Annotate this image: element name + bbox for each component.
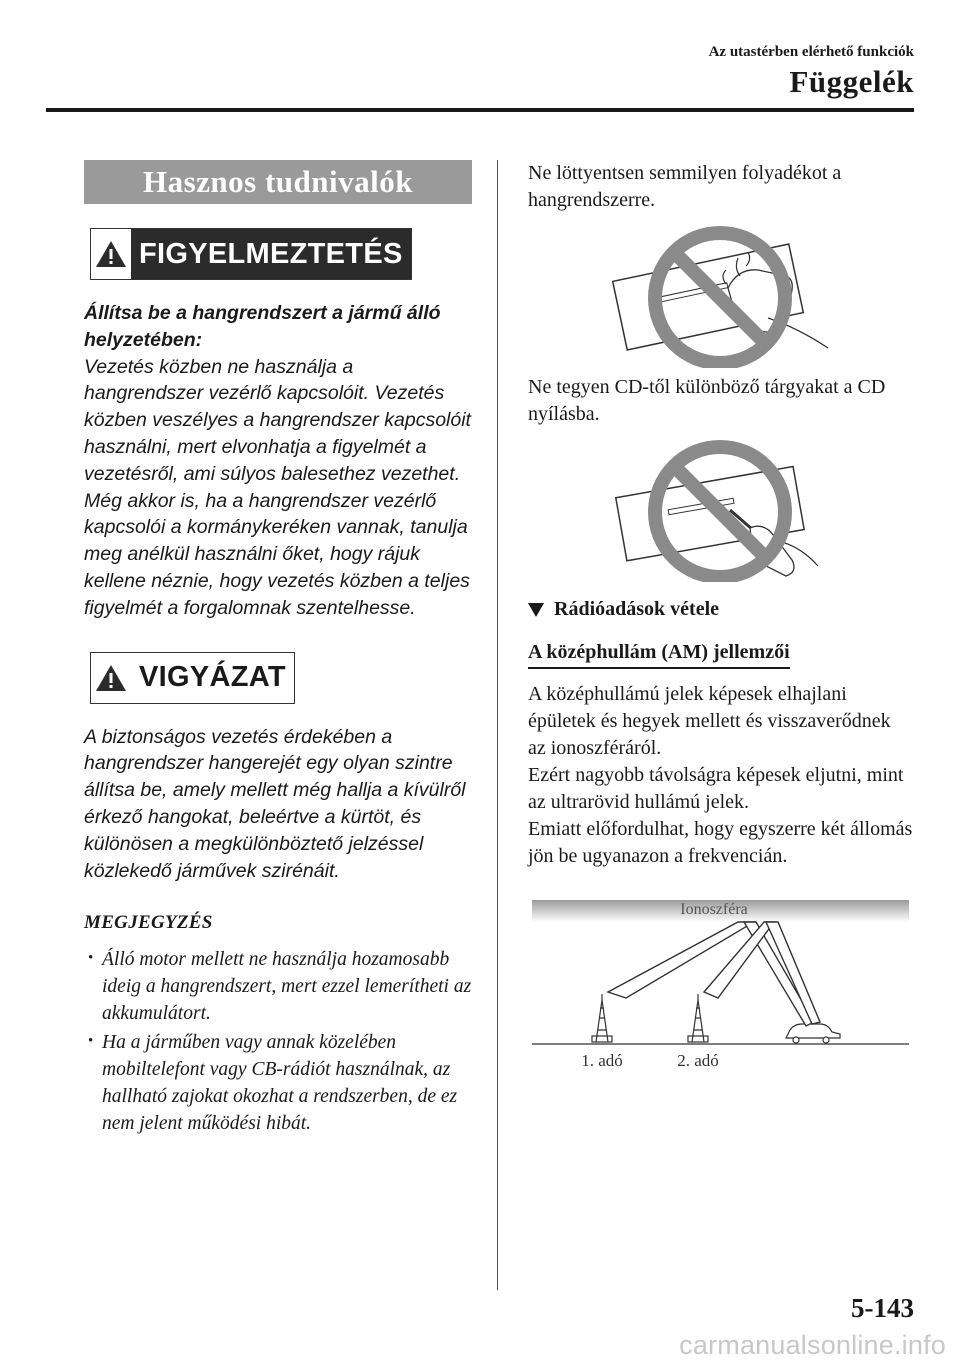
left-column: [84, 160, 472, 1137]
column-divider: [497, 160, 498, 1290]
page-number: 5-143: [851, 1293, 914, 1323]
section-banner: Hasznos tudnivalók: [84, 160, 472, 204]
caution-label: VIGYÁZAT: [131, 653, 294, 703]
warning-triangle-icon: [91, 232, 131, 276]
caution-box: [90, 652, 295, 704]
section-heading-text: Rádióadások vétele: [554, 598, 719, 620]
list-item: • Álló motor mellett ne használja hozamosabb ideig a hangrendszert, mert ezzel lemerítheti az akkumulátort.: [84, 946, 472, 1027]
header-rule: [46, 108, 914, 112]
no-object-cd-illustration: [528, 432, 913, 582]
warning-bold-text: Állítsa be a hangrendszert a jármű álló helyzetében:: [84, 302, 441, 351]
warning-text-2: Még akkor is, ha a hangrendszer vezérlő kapcsolói a kormánykeréken vannak, tanulja meg anélkül használni őket, hogy rájuk kellene néznie, hogy vezetés közben a teljes figyelmét a forgalomnak szentelhesse.: [84, 489, 470, 619]
transmitter-icon: [592, 994, 612, 1042]
list-item: • Ha a járműben vagy annak közelében mobiltelefont vagy CB-rádiót használnak, az hallható zajokat okozhat a rendszerben, de ez nem jelent működési hibát.: [84, 1029, 472, 1137]
am-text-2: Ezért nagyobb távolságra képesek eljutni, mint az ultrarövid hullámú jelek.: [528, 764, 904, 813]
header-subtitle: Az utastérben elérhető funkciók: [708, 44, 914, 60]
header-title: Függelék: [789, 64, 914, 99]
note-heading: MEGJEGYZÉS: [84, 912, 213, 934]
cd-warning-text: Ne tegyen CD-től különböző tárgyakat a CD nyílásba.: [528, 376, 886, 425]
note-list: [84, 946, 472, 1137]
triangle-down-icon: [528, 603, 544, 617]
am-text-3: Emiatt előfordulhat, hogy egyszerre két állomás jön be ugyanazon a frekvencián.: [528, 818, 913, 867]
warning-text: Vezetés közben ne használja a hangrendszer vezérlő kapcsolóit. Vezetés közben veszélyes a hangrendszer kapcsolóit használni, mert elvonhatja a figyelmét a vezetésről, ami súlyos balesethez vezethet.: [84, 355, 471, 485]
watermark: carmanualsonline.info: [679, 1330, 946, 1360]
transmitter-1-label: 1. adó: [581, 1051, 623, 1070]
warning-label: FIGYELMEZTETÉS: [131, 229, 411, 279]
ionosphere-label: Ionoszféra: [680, 901, 748, 918]
right-column: [528, 160, 913, 1070]
caution-text: A biztonságos vezetés érdekében a hangrendszer hangerejét egy olyan szintre állítsa be, amely mellett még hallja a kívülről érkező hangokat, beleértve a kürtöt, és különösen a megkülönböztető jelzéssel közlekedő járművek szirénáit.: [84, 725, 466, 882]
warning-box: [90, 228, 412, 280]
warning-body: [84, 300, 472, 622]
subsection-heading: A középhullám (AM) jellemzői: [528, 639, 790, 669]
transmitter-icon: [688, 994, 708, 1042]
liquid-warning-text: Ne löttyentsen semmilyen folyadékot a hangrendszerre.: [528, 162, 842, 211]
car-icon: [786, 1024, 840, 1043]
caution-triangle-icon: [91, 656, 131, 700]
ionosphere-diagram: [528, 890, 913, 1070]
am-text-1: A középhullámú jelek képesek elhajlani épületek és hegyek mellett és visszaverődnek az ionoszféráról.: [528, 683, 891, 759]
no-liquid-illustration: [528, 218, 913, 368]
transmitter-2-label: 2. adó: [677, 1051, 719, 1070]
section-heading: [528, 596, 913, 623]
